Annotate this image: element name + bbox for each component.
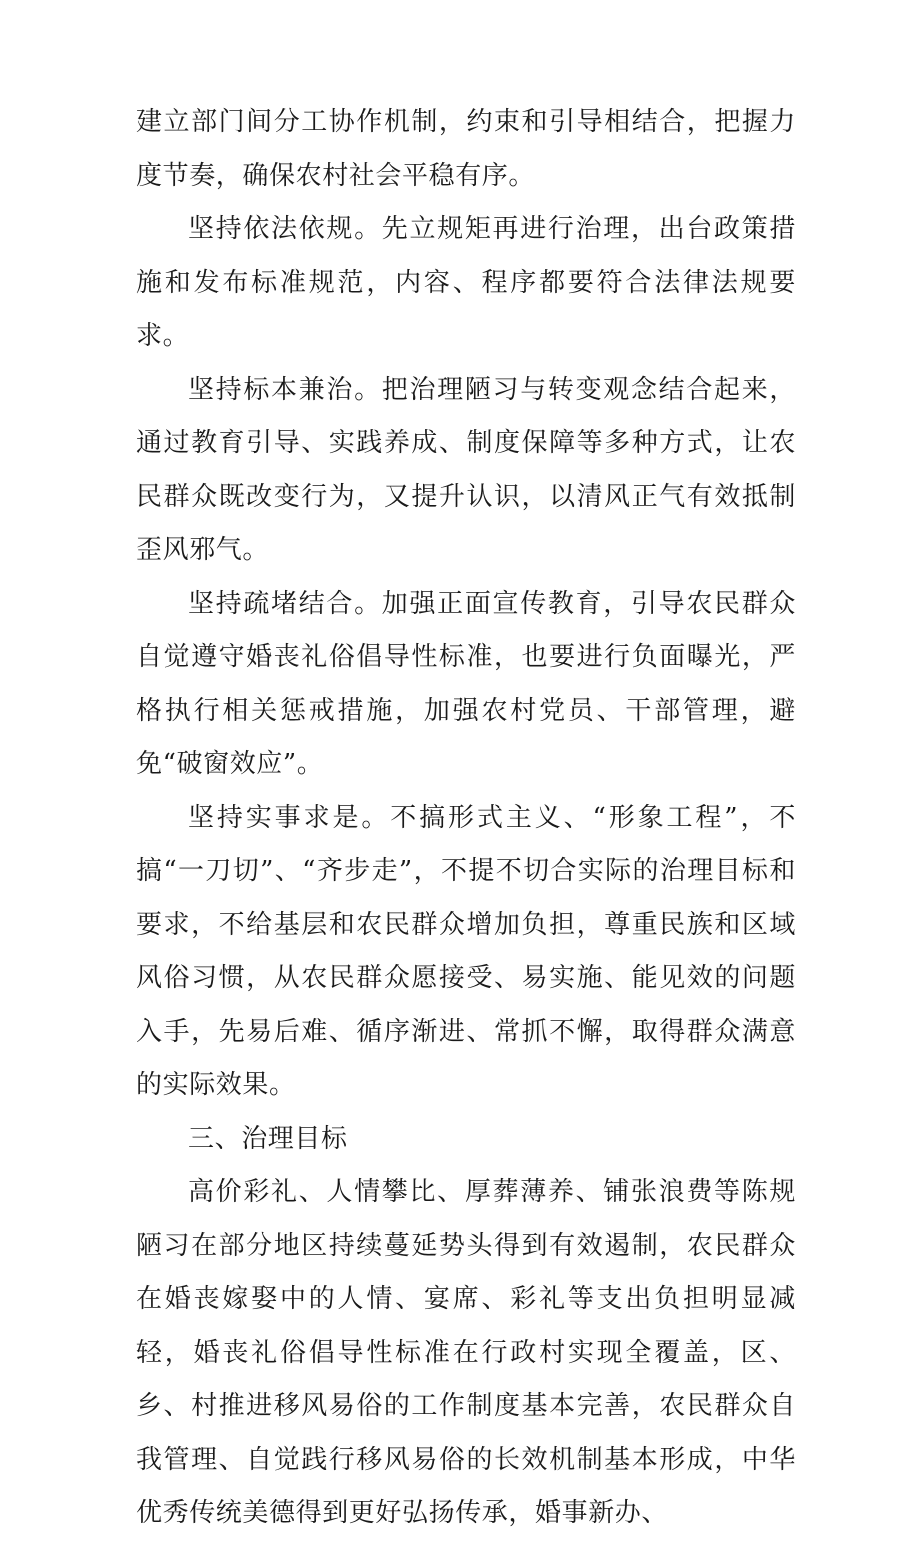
paragraph-guide-and-block: 坚持疏堵结合。加强正面宣传教育，引导农民群众自觉遵守婚丧礼俗倡导性标准，也要进行负面曝光，严格执行相关惩戒措施，加强农村党员、干部管理，避免“破窗效应”。 — [136, 588, 796, 779]
paragraph-continuation: 建立部门间分工协作机制，约束和引导相结合，把握力度节奏，确保农村社会平稳有序。 — [136, 107, 796, 191]
paragraph-targets: 高价彩礼、人情攀比、厚葬薄养、铺张浪费等陈规陋习在部分地区持续蔓延势头得到有效遏制，农民群众在婚丧嫁娶中的人情、宴席、彩礼等支出负担明显减轻，婚丧礼俗倡导性标准在行政村实现全覆盖，区、乡、村推进移风易俗的工作制度基本完善，农民群众自我管理、自觉践行移风易俗的长效机制基本形成，中华优秀传统美德得到更好弘扬传承，婚事新办、 — [136, 1177, 796, 1528]
document-page — [136, 96, 796, 1541]
paragraph-seek-truth: 坚持实事求是。不搞形式主义、“形象工程”，不搞“一刀切”、“齐步走”，不提不切合实际的治理目标和要求，不给基层和农民群众增加负担，尊重民族和区域风俗习惯，从农民群众愿接受、易实施、能见效的问题入手，先易后难、循序渐进、常抓不懈，取得群众满意的实际效果。 — [136, 802, 796, 1100]
paragraph-root-and-branch: 坚持标本兼治。把治理陋习与转变观念结合起来，通过教育引导、实践养成、制度保障等多种方式，让农民群众既改变行为，又提升认识，以清风正气有效抵制歪风邪气。 — [136, 374, 796, 565]
paragraph-lawful: 坚持依法依规。先立规矩再进行治理，出台政策措施和发布标准规范，内容、程序都要符合法律法规要求。 — [136, 214, 796, 351]
section-heading: 三、治理目标 — [188, 1123, 348, 1154]
